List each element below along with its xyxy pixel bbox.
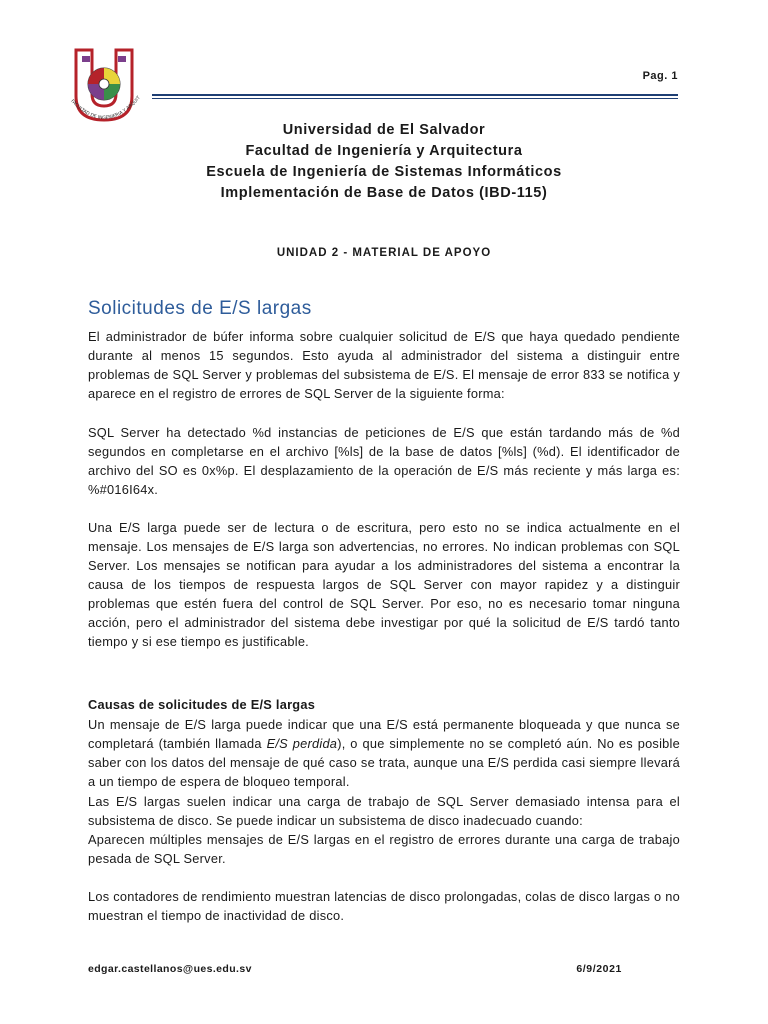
paragraph-error-message: SQL Server ha detectado %d instancias de peticiones de E/S que están tardando más de %d segundos en completarse en el archivo [%ls] de la base de datos [%ls] (%d). El identificador de archivo del SO es 0x%p. El desplazamiento de la operación de E/S más reciente y más larga es: %#016I64x.	[88, 425, 680, 497]
paragraph: Una E/S larga puede ser de lectura o de escritura, pero esto no se indica actualmente en el mensaje. Los mensajes de E/S larga son advertencias, no errores. No indican problemas con SQL Server. Los mensajes se notifican para ayudar a los administradores del sistema a encontrar la causa de los tiempos de respuesta largos de SQL Server con mayor rapidez y a distinguir problemas que estén fuera del control de SQL Server. Por eso, no es necesario tomar ninguna acción, pero el administrador del sistema debe investigar por qué la solicitud de E/S tardó tanto tiempo y si ese tiempo es justificable.	[88, 520, 680, 649]
paragraph: Las E/S largas suelen indicar una carga de trabajo de SQL Server demasiado intensa para el subsistema de disco. Se puede indicar un subsistema de disco inadecuado cuando:	[88, 794, 680, 828]
paragraph: Los contadores de rendimiento muestran latencias de disco prolongadas, colas de disco largas o no muestran el tiempo de inactividad de disco.	[88, 889, 680, 923]
document-heading	[0, 120, 768, 204]
paragraph	[88, 715, 680, 791]
paragraph: Aparecen múltiples mensajes de E/S largas en el registro de errores durante una carga de trabajo pesada de SQL Server.	[88, 832, 680, 866]
header-rule-thin	[152, 98, 678, 99]
paragraph-text: Un mensaje de E/S larga puede indicar que una E/S está permanente bloqueada y que nunca se completará (también llamada	[88, 717, 680, 751]
subsection-title: Causas de solicitudes de E/S largas	[88, 697, 316, 712]
paragraph-text: ), o que simplemente no se completó aún. No es posible saber con los datos del mensaje de qué caso se trata, aunque una E/S perdida casi siempre llevará a un tiempo de espera de bloqueo temporal.	[88, 736, 681, 789]
faculty-name: Facultad de Ingeniería y Arquitectura	[245, 143, 523, 159]
footer-date: 6/9/2021	[576, 963, 622, 975]
header-rule	[152, 94, 678, 96]
school-name: Escuela de Ingeniería de Sistemas Informáticos	[206, 164, 562, 180]
course-name: Implementación de Base de Datos (IBD-115)	[220, 185, 548, 201]
section-title: Solicitudes de E/S largas	[88, 298, 312, 319]
logo-arc-text: FACULTAD DE INGENIERIA Y ARQUIT	[69, 95, 142, 122]
unit-title: UNIDAD 2 - MATERIAL DE APOYO	[276, 247, 492, 259]
italic-term: E/S perdida	[266, 736, 338, 751]
page-number: Pag. 1	[642, 70, 678, 82]
footer-email: edgar.castellanos@ues.edu.sv	[88, 963, 252, 975]
paragraph: El administrador de búfer informa sobre cualquier solicitud de E/S que haya quedado pendiente durante al menos 15 segundos. Esto ayuda al administrador del sistema a distinguir entre problemas de SQL Server y problemas del subsistema de E/S. El mensaje de error 833 se notifica y aparece en el registro de errores de SQL Server de la siguiente forma:	[88, 329, 680, 401]
university-name: Universidad de El Salvador	[282, 122, 486, 138]
